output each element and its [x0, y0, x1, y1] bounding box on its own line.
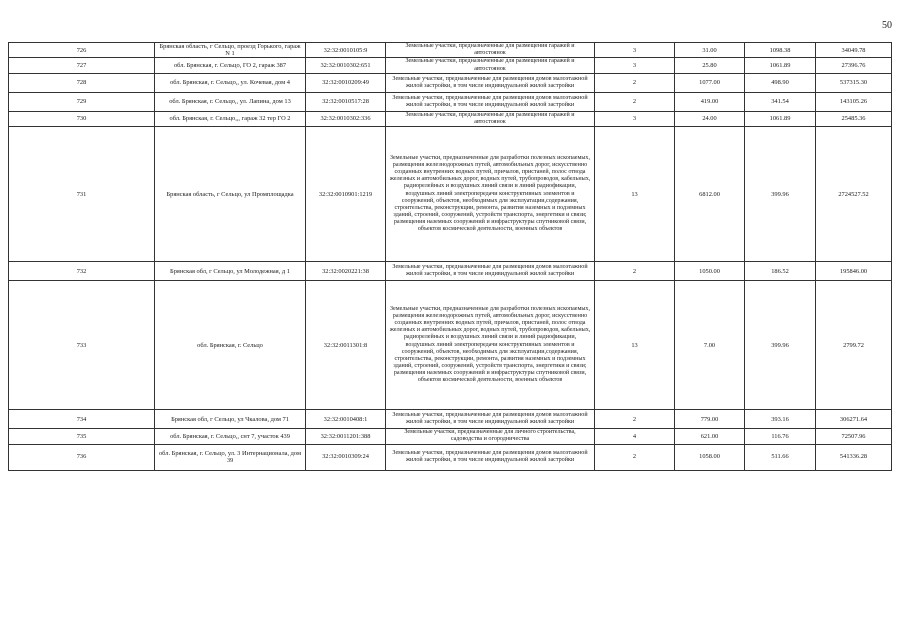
area-cell: 25.80 [675, 58, 745, 73]
group-number-cell: 13 [595, 281, 675, 410]
address-cell: Брянская обл, г Сельцо, ул Чкалова, дом 71 [155, 410, 306, 429]
row-number-cell: 731 [9, 127, 155, 262]
cadastral-number-cell: 32:32:0010408:1 [306, 410, 386, 429]
group-number-cell: 3 [595, 58, 675, 73]
group-number-cell: 4 [595, 429, 675, 444]
area-cell: 1050.00 [675, 262, 745, 281]
address-cell: обл. Брянская, г. Сельцо [155, 281, 306, 410]
cadastral-number-cell: 32:32:0010209:49 [306, 73, 386, 92]
cadastral-value-cell: 2799.72 [816, 281, 892, 410]
row-number-cell: 728 [9, 73, 155, 92]
cadastral-value-cell: 25485.36 [816, 111, 892, 126]
area-cell: 24.00 [675, 111, 745, 126]
row-number-cell: 732 [9, 262, 155, 281]
table-row [9, 410, 892, 429]
page-number: 50 [882, 20, 892, 31]
land-use-cell: Земельные участки, предназначенные для размещения гаражей и автостоянок [386, 111, 595, 126]
land-registry-table [8, 42, 892, 471]
cadastral-number-cell: 32:32:0010901:1219 [306, 127, 386, 262]
area-cell: 1077.00 [675, 73, 745, 92]
row-number-cell: 726 [9, 43, 155, 58]
cadastral-number-cell: 32:32:0010517:28 [306, 92, 386, 111]
row-number-cell: 734 [9, 410, 155, 429]
cadastral-value-cell: 537315.30 [816, 73, 892, 92]
row-number-cell: 729 [9, 92, 155, 111]
land-use-cell: Земельные участки, предназначенные для размещения домов малоэтажной жилой застройки, в том числе индивидуальной жилой застройки [386, 73, 595, 92]
land-use-cell: Земельные участки, предназначенные для размещения домов малоэтажной жилой застройки, в том числе индивидуальной жилой застройки [386, 410, 595, 429]
address-cell: Брянская область, г Сельцо, ул Промплощадка [155, 127, 306, 262]
area-cell: 419.00 [675, 92, 745, 111]
cadastral-number-cell: 32:32:0011301:8 [306, 281, 386, 410]
table-row [9, 58, 892, 73]
area-cell: 31.00 [675, 43, 745, 58]
cadastral-rate-cell: 1061.89 [745, 111, 816, 126]
group-number-cell: 2 [595, 444, 675, 470]
group-number-cell: 2 [595, 262, 675, 281]
table-row [9, 281, 892, 410]
table-row [9, 127, 892, 262]
cadastral-number-cell: 32:32:0010309:24 [306, 444, 386, 470]
address-cell: обл. Брянская, г. Сельцо,, ул. Лапина, дом 13 [155, 92, 306, 111]
cadastral-value-cell: 541336.28 [816, 444, 892, 470]
land-use-cell: Земельные участки, предназначенные для разработки полезных ископаемых, размещения железнодорожных путей, автомобильных дорог, искусственно созданных внутренних водных путей, причалов, пристаней, полос отвода железных и автомобильных дорог, водных путей, трубопроводов, кабельных, радиорелейных и воздушных линий связи и линий радиофикации, воздушных линий электропередачи конструктивных элементов и сооружений, объектов, необходимых для эксплуатации,содержания, строительства, реконструкции, ремонта, развития наземных и подземных зданий, строений, сооружений, устройств транспорта, энергетики и связи; размещения наземных сооружений и инфраструктуры спутниковой связи, объектов космической деятельности, военных объектов [386, 281, 595, 410]
table-row [9, 429, 892, 444]
address-cell: обл. Брянская, г. Сельцо,, снт 7, участок 439 [155, 429, 306, 444]
cadastral-number-cell: 32:32:0020221:38 [306, 262, 386, 281]
table-row [9, 444, 892, 470]
land-use-cell: Земельные участки, предназначенные для размещения домов малоэтажной жилой застройки, в том числе индивидуальной жилой застройки [386, 444, 595, 470]
cadastral-rate-cell: 341.54 [745, 92, 816, 111]
cadastral-value-cell: 2724527.52 [816, 127, 892, 262]
land-use-cell: Земельные участки, предназначенные для размещения домов малоэтажной жилой застройки, в том числе индивидуальной жилой застройки [386, 92, 595, 111]
land-use-cell: Земельные участки, предназначенные для размещения гаражей и автостоянок [386, 43, 595, 58]
address-cell: обл. Брянская, г. Сельцо, ул. 3 Интернационала, дом 39 [155, 444, 306, 470]
cadastral-value-cell: 143105.26 [816, 92, 892, 111]
row-number-cell: 733 [9, 281, 155, 410]
group-number-cell: 2 [595, 410, 675, 429]
row-number-cell: 735 [9, 429, 155, 444]
table-row [9, 92, 892, 111]
area-cell: 1058.00 [675, 444, 745, 470]
cadastral-rate-cell: 399.96 [745, 127, 816, 262]
land-use-cell: Земельные участки, предназначенные для размещения домов малоэтажной жилой застройки, в том числе индивидуальной жилой застройки [386, 262, 595, 281]
cadastral-rate-cell: 116.76 [745, 429, 816, 444]
row-number-cell: 727 [9, 58, 155, 73]
cadastral-value-cell: 27396.76 [816, 58, 892, 73]
cadastral-rate-cell: 511.66 [745, 444, 816, 470]
group-number-cell: 3 [595, 43, 675, 58]
group-number-cell: 2 [595, 73, 675, 92]
cadastral-rate-cell: 399.96 [745, 281, 816, 410]
land-use-cell: Земельные участки, предназначенные для личного строительства, садоводства и огородничества [386, 429, 595, 444]
land-use-cell: Земельные участки, предназначенные для разработки полезных ископаемых, размещения железнодорожных путей, автомобильных дорог, искусственно созданных внутренних водных путей, причалов, пристаней, полос отвода железных и автомобильных дорог, водных путей, трубопроводов, кабельных, радиорелейных и воздушных линий связи и линий радиофикации, воздушных линий электропередачи конструктивных элементов и сооружений, объектов, необходимых для эксплуатации,содержания, строительства, реконструкции, ремонта, развития наземных и подземных зданий, строений, сооружений, устройств транспорта, энергетики и связи; размещения наземных сооружений и инфраструктуры спутниковой связи, объектов космической деятельности, военных объектов [386, 127, 595, 262]
table-row [9, 111, 892, 126]
cadastral-number-cell: 32:32:0010302:651 [306, 58, 386, 73]
group-number-cell: 2 [595, 92, 675, 111]
address-cell: обл. Брянская, г. Сельцо, ГО 2, гараж 387 [155, 58, 306, 73]
cadastral-number-cell: 32:32:0010302:336 [306, 111, 386, 126]
address-cell: Брянская обл, г Сельцо, ул Молодежная, д 1 [155, 262, 306, 281]
cadastral-rate-cell: 498.90 [745, 73, 816, 92]
cadastral-rate-cell: 1061.89 [745, 58, 816, 73]
area-cell: 621.00 [675, 429, 745, 444]
land-use-cell: Земельные участки, предназначенные для размещения гаражей и автостоянок [386, 58, 595, 73]
cadastral-value-cell: 306271.64 [816, 410, 892, 429]
cadastral-number-cell: 32:32:0010105:9 [306, 43, 386, 58]
row-number-cell: 736 [9, 444, 155, 470]
cadastral-rate-cell: 1098.38 [745, 43, 816, 58]
address-cell: обл. Брянская, г. Сельцо,,, гараж 32 тер ГО 2 [155, 111, 306, 126]
table-row [9, 43, 892, 58]
row-number-cell: 730 [9, 111, 155, 126]
cadastral-number-cell: 32:32:0011201:388 [306, 429, 386, 444]
area-cell: 6812.00 [675, 127, 745, 262]
cadastral-rate-cell: 393.16 [745, 410, 816, 429]
cadastral-value-cell: 195846.00 [816, 262, 892, 281]
cadastral-value-cell: 34049.78 [816, 43, 892, 58]
cadastral-value-cell: 72507.96 [816, 429, 892, 444]
group-number-cell: 3 [595, 111, 675, 126]
cadastral-rate-cell: 186.52 [745, 262, 816, 281]
table-row [9, 262, 892, 281]
address-cell: Брянская область, г Сельцо, проезд Горького, гараж N 1 [155, 43, 306, 58]
table-row [9, 73, 892, 92]
area-cell: 779.00 [675, 410, 745, 429]
group-number-cell: 13 [595, 127, 675, 262]
address-cell: обл. Брянская, г. Сельцо,, ул. Кочевая, дом 4 [155, 73, 306, 92]
area-cell: 7.00 [675, 281, 745, 410]
